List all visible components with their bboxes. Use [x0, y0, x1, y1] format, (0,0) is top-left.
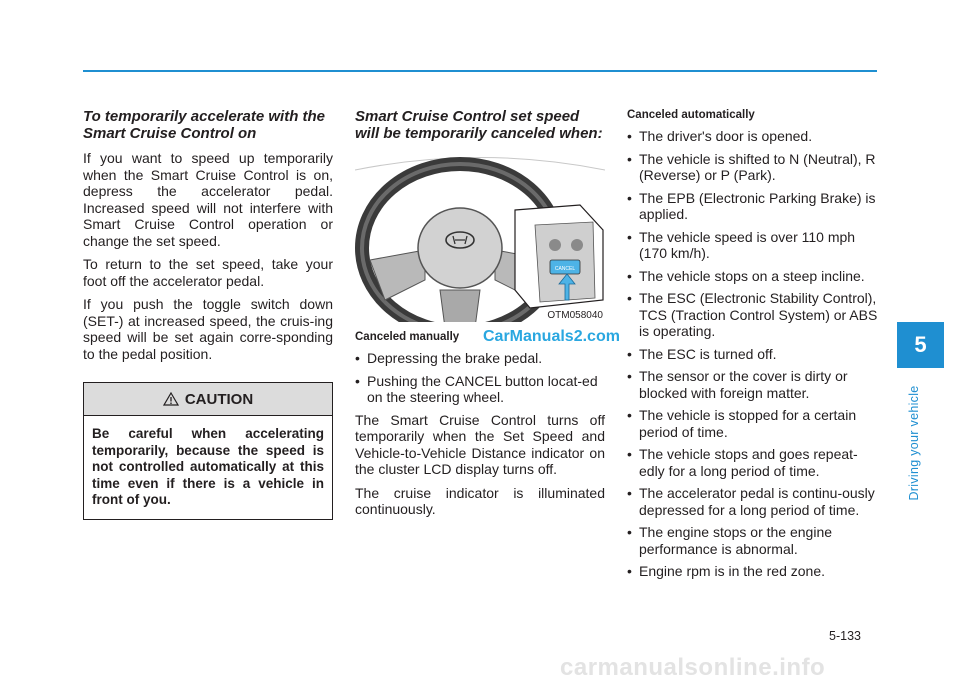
caution-header [84, 383, 332, 416]
paragraph: If you push the toggle switch down (SET-) at increased speed, the cruis-ing speed will be set again corre-sponding to the pedal position. [83, 296, 333, 362]
subheading-canceled-automatically: Canceled automatically [627, 109, 755, 121]
section-heading-accelerate: To temporarily accelerate with the Smart Cruise Control on [83, 108, 326, 142]
list-item: • The vehicle stops and goes repeat-edly for a long period of time. [627, 446, 879, 479]
manual-cancel-list [355, 350, 605, 406]
paragraph: To return to the set speed, take your foot off the accelerator pedal. [83, 256, 333, 289]
column-1 [83, 108, 333, 520]
caution-title: CAUTION [184, 390, 254, 408]
column-2 [355, 108, 620, 525]
chapter-title: Driving your vehicle [907, 385, 921, 501]
column-3 [627, 108, 879, 586]
list-item: • The vehicle is stopped for a certain period of time. [627, 407, 879, 440]
chapter-tab [897, 322, 944, 368]
list-item: • The ESC is turned off. [627, 346, 879, 363]
site-watermark: carmanualsonline.info [560, 654, 826, 681]
caution-text: Be careful when accelerating temporarily, because the speed is not controlled automatically at this time even if there is a vehicle in front of you. [92, 426, 324, 507]
list-item: • Pushing the CANCEL button locat-ed on the steering wheel. [355, 373, 605, 406]
list-item: • The accelerator pedal is continu-ously depressed for a long period of time. [627, 485, 879, 518]
subheading-canceled-manually: Canceled manually [355, 331, 460, 343]
list-item: • The sensor or the cover is dirty or blocked with foreign matter. [627, 368, 879, 401]
section-heading-canceled-when: Smart Cruise Control set speed will be temporarily canceled when: [355, 108, 603, 142]
paragraph: The Smart Cruise Control turns off temporarily when the Set Speed and Vehicle-to-Vehicle Distance indicator on the cluster LCD display turns off. [355, 411, 605, 477]
list-item: • The vehicle stops on a steep incline. [627, 268, 879, 285]
paragraph: The cruise indicator is illuminated continuously. [355, 484, 605, 517]
list-item: • The vehicle is shifted to N (Neutral), R (Reverse) or P (Park). [627, 151, 879, 184]
chapter-number: 5 [914, 332, 927, 357]
list-item: • The engine stops or the engine performance is abnormal. [627, 524, 879, 557]
list-item: • Depressing the brake pedal. [355, 350, 605, 367]
warning-triangle-icon [163, 392, 179, 406]
list-item: • The ESC (Electronic Stability Control), TCS (Traction Control System) or ABS is operating. [627, 290, 879, 340]
figure-code: OTM058040 [547, 310, 603, 321]
caution-box [83, 382, 333, 520]
list-item: • The vehicle speed is over 110 mph (170 km/h). [627, 229, 879, 262]
list-item: • The driver's door is opened. [627, 128, 879, 145]
watermark: CarManuals2.com [483, 328, 620, 345]
figure-cancel-label: CANCEL [554, 266, 576, 272]
page-number: 5-133 [829, 629, 861, 643]
paragraph: If you want to speed up temporarily when the Smart Cruise Control is on, depress the accelerator pedal. Increased speed will not interfere with Smart Cruise Control operation or change the set speed. [83, 150, 333, 249]
chapter-title-vertical [904, 387, 924, 499]
list-item: • Engine rpm is in the red zone. [627, 563, 879, 580]
auto-cancel-list [627, 128, 879, 580]
list-item: • The EPB (Electronic Parking Brake) is applied. [627, 190, 879, 223]
top-rule [83, 70, 877, 72]
steering-wheel-illustration [355, 150, 605, 322]
